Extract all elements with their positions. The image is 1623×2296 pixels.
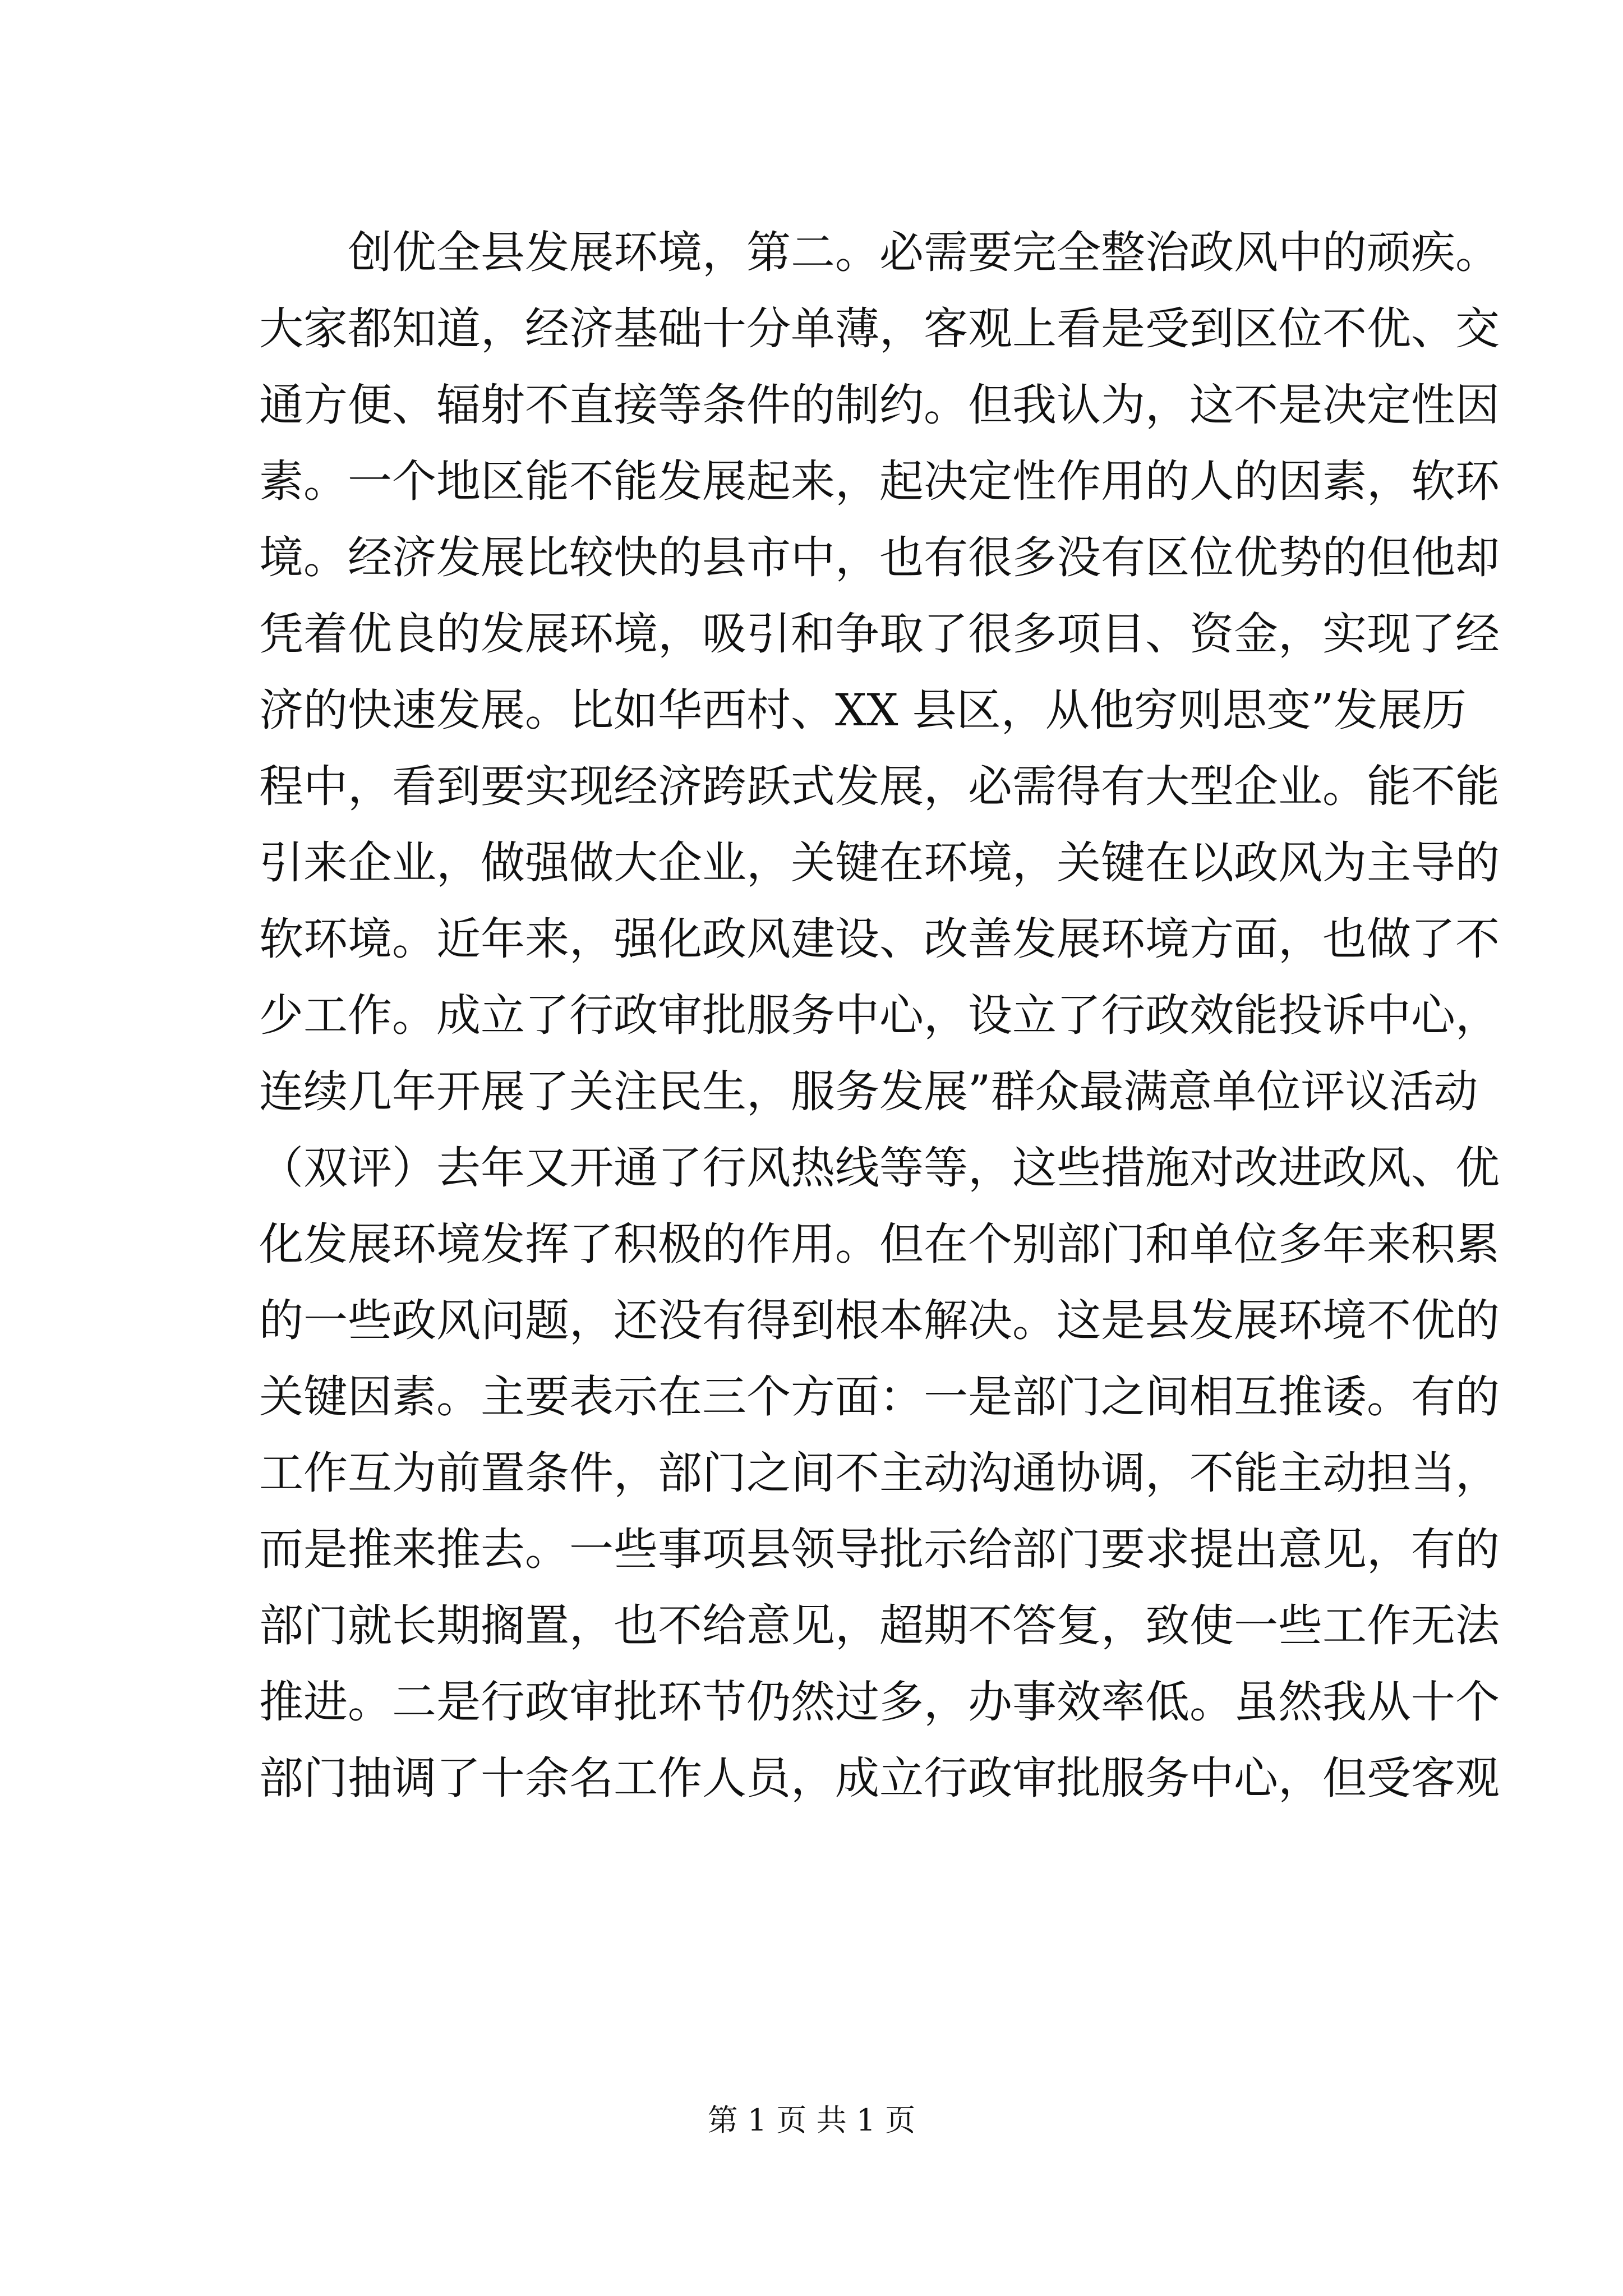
text-line: 化发展环境发挥了积极的作用。但在个别部门和单位多年来积累: [259, 1218, 1500, 1270]
text-line: 软环境。近年来，强化政风建设、改善发展环境方面，也做了不: [259, 913, 1500, 965]
text-line: 素。一个地区能不能发展起来，起决定性作用的人的因素，软环: [259, 455, 1500, 507]
text-line: 的一些政风问题，还没有得到根本解决。这是县发展环境不优的: [259, 1295, 1500, 1346]
text-line: 工作互为前置条件，部门之间不主动沟通协调，不能主动担当，: [259, 1447, 1500, 1499]
text-line: 部门抽调了十余名工作人员，成立行政审批服务中心，但受客观: [259, 1752, 1500, 1804]
text-line: 大家都知道，经济基础十分单薄，客观上看是受到区位不优、交: [259, 303, 1500, 355]
text-line: 连续几年开展了关注民生，服务发展”群众最满意单位评议活动: [259, 1066, 1478, 1117]
text-line: （双评）去年又开通了行风热线等等，这些措施对改进政风、优: [259, 1142, 1500, 1194]
page-footer: [0, 2101, 1623, 2140]
page-number-label: 第 1 页 共 1 页: [707, 2102, 916, 2138]
text-line: 推进。二是行政审批环节仍然过多，办事效率低。虽然我从十个: [259, 1676, 1500, 1728]
text-line: 关键因素。主要表示在三个方面：一是部门之间相互推诿。有的: [259, 1371, 1500, 1423]
text-line: 通方便、辐射不直接等条件的制约。但我认为，这不是决定性因: [259, 379, 1500, 431]
text-line: 程中，看到要实现经济跨跃式发展，必需得有大型企业。能不能: [259, 761, 1500, 812]
text-line: 引来企业，做强做大企业，关键在环境，关键在以政风为主导的: [259, 837, 1500, 889]
text-line: 而是推来推去。一些事项县领导批示给部门要求提出意见，有的: [259, 1524, 1500, 1575]
text-line: 部门就长期搁置，也不给意见，超期不答复，致使一些工作无法: [259, 1600, 1500, 1651]
text-line: 少工作。成立了行政审批服务中心，设立了行政效能投诉中心，: [259, 990, 1500, 1041]
text-line: 凭着优良的发展环境，吸引和争取了很多项目、资金，实现了经: [259, 608, 1500, 660]
text-line: 境。经济发展比较快的县市中，也有很多没有区位优势的但他却: [259, 532, 1500, 583]
text-line: 济的快速发展。比如华西村、XX 县区，从他穷则思变”发展历: [259, 684, 1467, 736]
body-text: [259, 214, 1500, 1816]
text-line: 创优全县发展环境，第二。必需要完全整治政风中的顽疾。: [348, 227, 1500, 278]
